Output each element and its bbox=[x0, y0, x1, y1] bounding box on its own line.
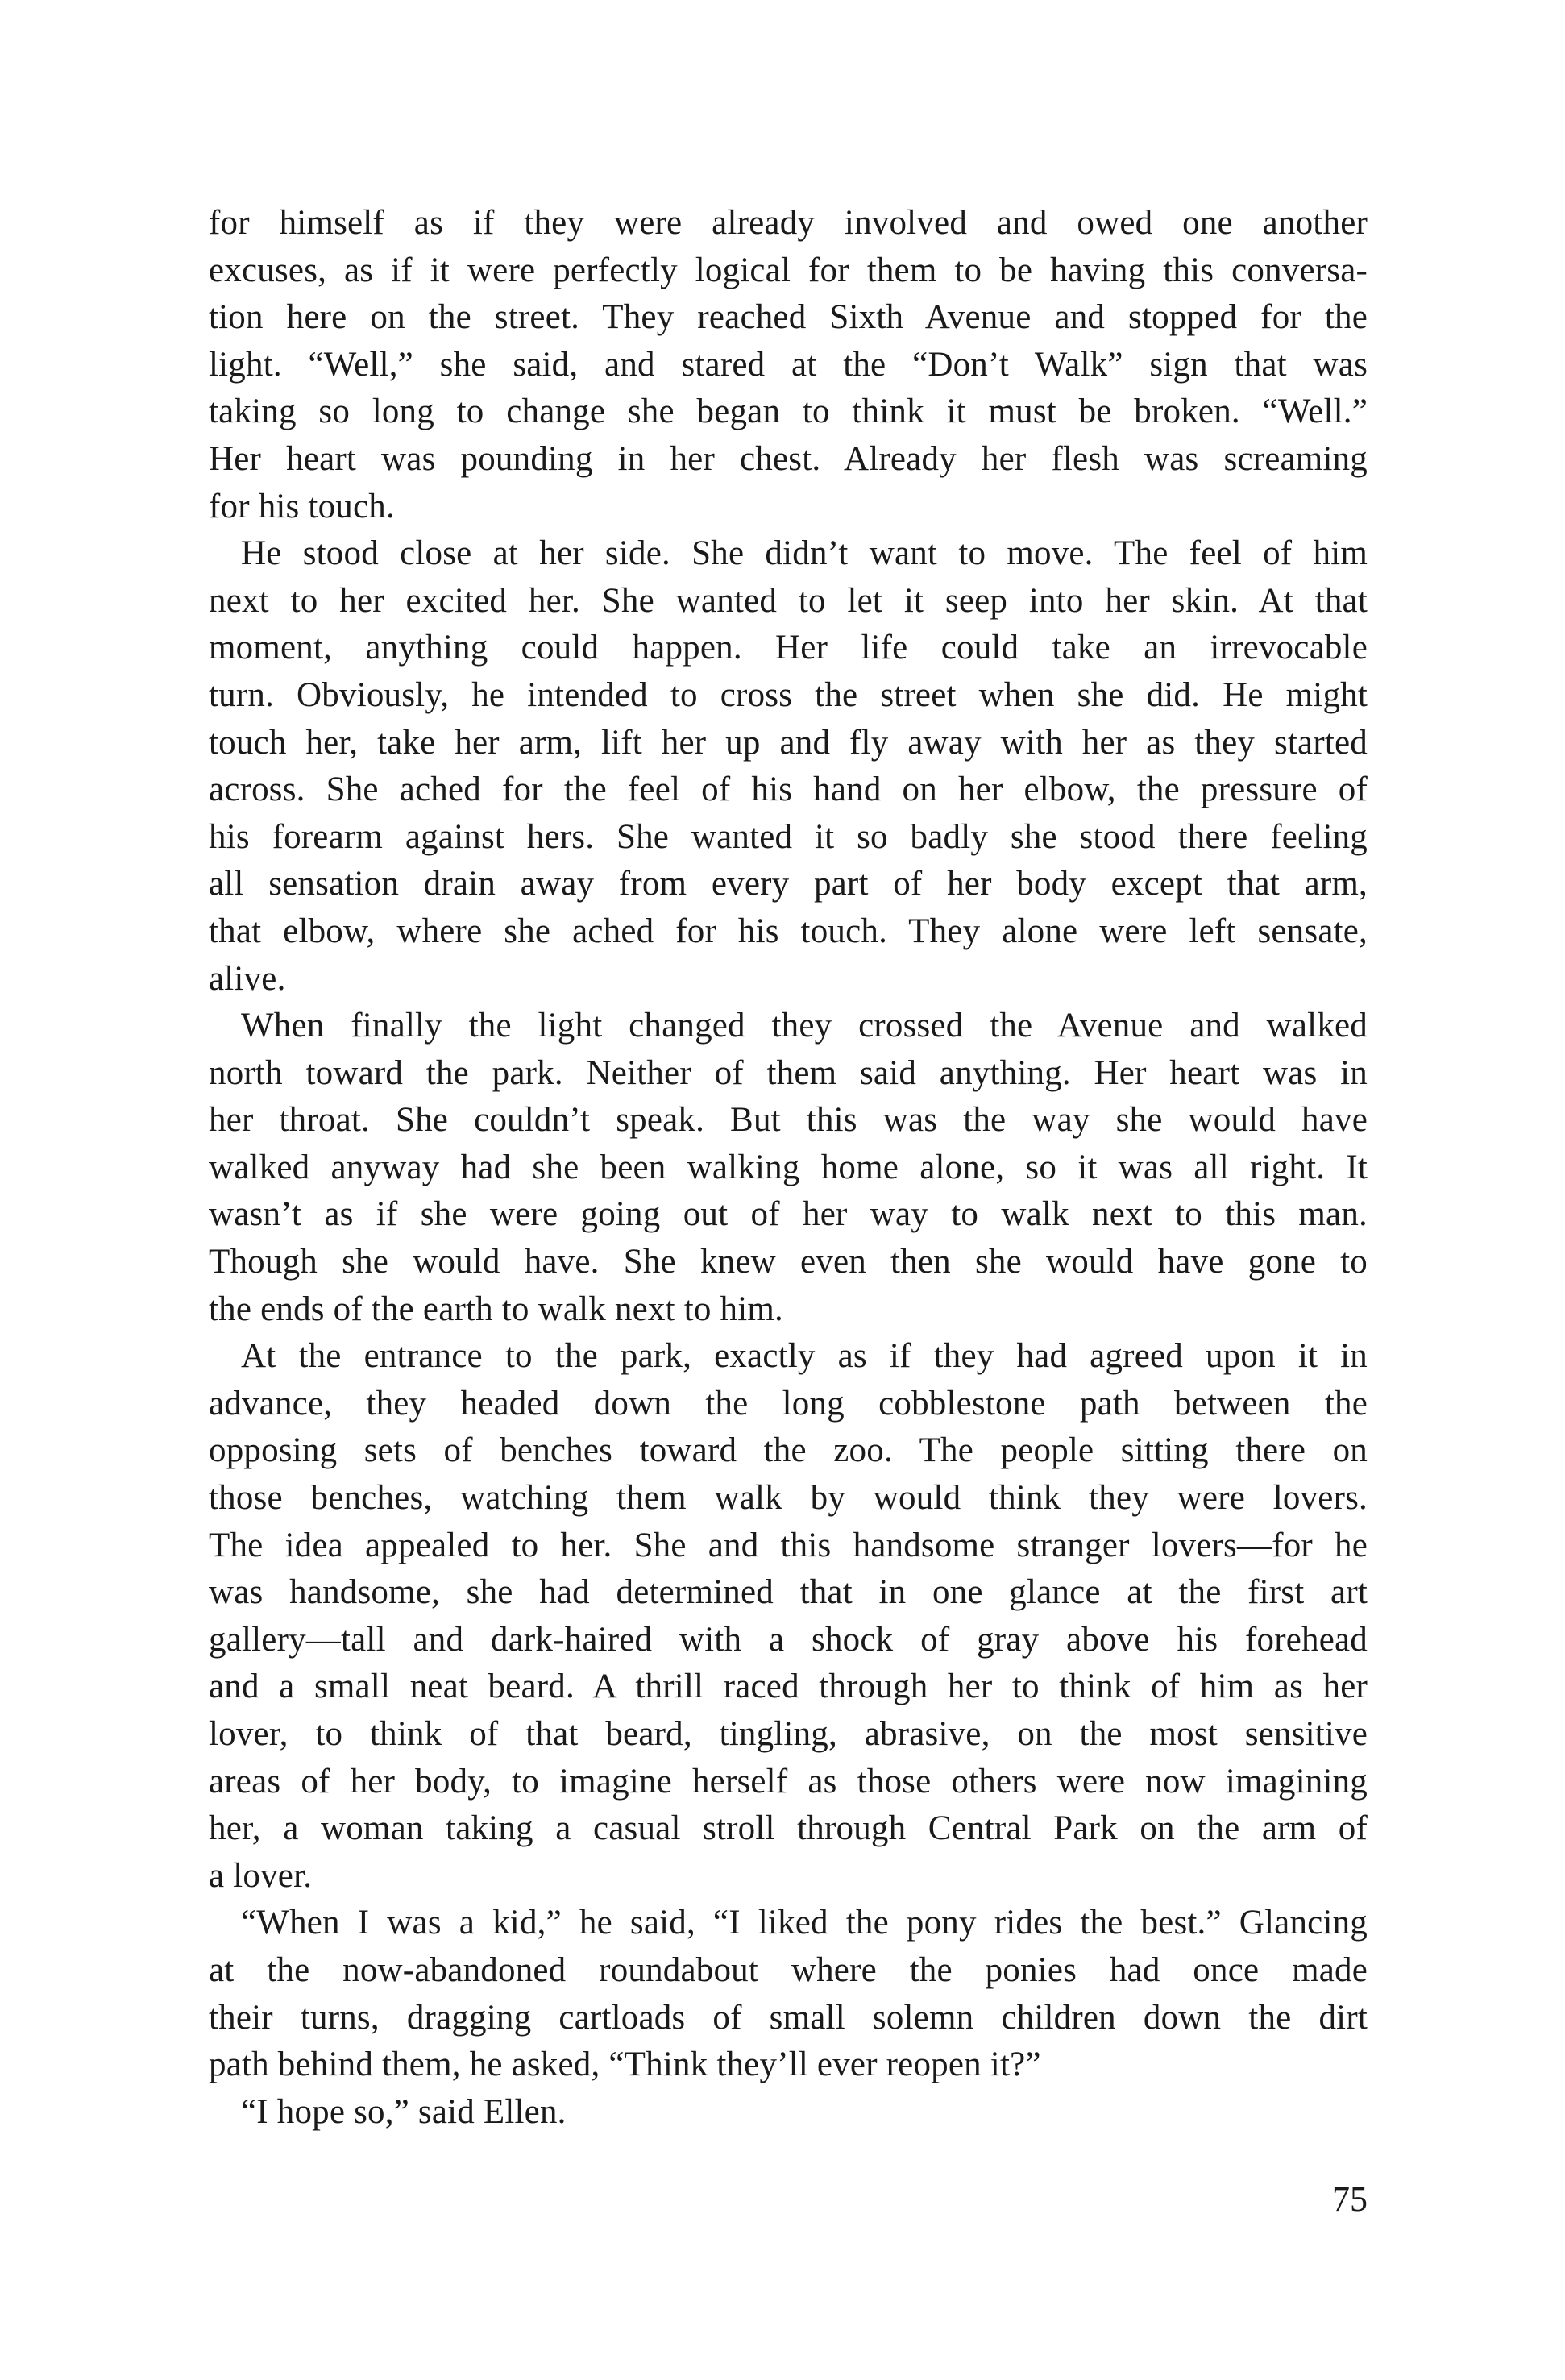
text-line: and a small neat beard. A thrill raced through her to think of him as her bbox=[209, 1668, 1368, 1706]
text-line: “When I was a kid,” he said, “I liked the pony rides the best.” Glancing bbox=[241, 1904, 1368, 1942]
text-line: wasn’t as if she were going out of her way to walk next to this man. bbox=[209, 1195, 1368, 1234]
text-line: all sensation drain away from every part of her body except that arm, bbox=[209, 865, 1368, 903]
page-number: 75 bbox=[1332, 2179, 1368, 2219]
body-text bbox=[209, 200, 1368, 2136]
text-line: At the entrance to the park, exactly as if they had agreed upon it in bbox=[241, 1337, 1368, 1376]
text-line: for his touch. bbox=[209, 487, 395, 525]
text-line: moment, anything could happen. Her life could take an irrevocable bbox=[209, 629, 1368, 667]
text-line: taking so long to change she began to think it must be broken. “Well.” bbox=[209, 393, 1368, 431]
text-line: a lover. bbox=[209, 1856, 313, 1895]
text-line: “I hope so,” said Ellen. bbox=[241, 2092, 567, 2131]
text-line: gallery—tall and dark-haired with a shock of gray above his forehead bbox=[209, 1620, 1368, 1659]
text-line: that elbow, where she ached for his touch. They alone were left sensate, bbox=[209, 912, 1368, 950]
text-line: next to her excited her. She wanted to let it seep into her skin. At that bbox=[209, 581, 1368, 620]
text-line: the ends of the earth to walk next to him. bbox=[209, 1290, 783, 1328]
text-line: north toward the park. Neither of them said anything. Her heart was in bbox=[209, 1053, 1368, 1092]
text-line: areas of her body, to imagine herself as those others were now imagining bbox=[209, 1762, 1368, 1801]
text-line: turn. Obviously, he intended to cross the street when she did. He might bbox=[209, 675, 1368, 714]
text-line: was handsome, she had determined that in one glance at the first art bbox=[209, 1573, 1368, 1612]
text-line: their turns, dragging cartloads of small solemn children down the dirt bbox=[209, 1998, 1368, 2037]
text-line: opposing sets of benches toward the zoo. The people sitting there on bbox=[209, 1431, 1368, 1470]
text-line: He stood close at her side. She didn’t want to move. The feel of him bbox=[241, 534, 1368, 573]
text-line: light. “Well,” she said, and stared at the “Don’t Walk” sign that was bbox=[209, 345, 1368, 384]
text-line: his forearm against hers. She wanted it so badly she stood there feeling bbox=[209, 817, 1368, 856]
text-line: her, a woman taking a casual stroll through Central Park on the arm of bbox=[209, 1809, 1368, 1848]
text-line: The idea appealed to her. She and this handsome stranger lovers—for he bbox=[209, 1526, 1368, 1564]
text-line: excuses, as if it were perfectly logical for them to be having this conversa- bbox=[209, 251, 1368, 289]
text-line: for himself as if they were already involved and owed one another bbox=[209, 204, 1368, 242]
text-line: When finally the light changed they crossed the Avenue and walked bbox=[241, 1007, 1368, 1045]
text-line: tion here on the street. They reached Sixth Avenue and stopped for the bbox=[209, 298, 1368, 337]
text-line: lover, to think of that beard, tingling, abrasive, on the most sensitive bbox=[209, 1715, 1368, 1753]
text-line: those benches, watching them walk by would think they were lovers. bbox=[209, 1479, 1368, 1518]
text-line: across. She ached for the feel of his hand on her elbow, the pressure of bbox=[209, 770, 1368, 809]
text-line: at the now-abandoned roundabout where the ponies had once made bbox=[209, 1950, 1368, 1989]
text-line: alive. bbox=[209, 959, 286, 998]
text-line: walked anyway had she been walking home alone, so it was all right. It bbox=[209, 1148, 1368, 1186]
text-line: advance, they headed down the long cobblestone path between the bbox=[209, 1384, 1368, 1423]
text-line: touch her, take her arm, lift her up and fly away with her as they started bbox=[209, 723, 1368, 762]
text-line: Her heart was pounding in her chest. Already her flesh was screaming bbox=[209, 439, 1368, 478]
text-line: her throat. She couldn’t speak. But this was the way she would have bbox=[209, 1101, 1368, 1140]
text-line: path behind them, he asked, “Think they’ll ever reopen it?” bbox=[209, 2046, 1041, 2084]
text-line: Though she would have. She knew even then she would have gone to bbox=[209, 1243, 1368, 1281]
